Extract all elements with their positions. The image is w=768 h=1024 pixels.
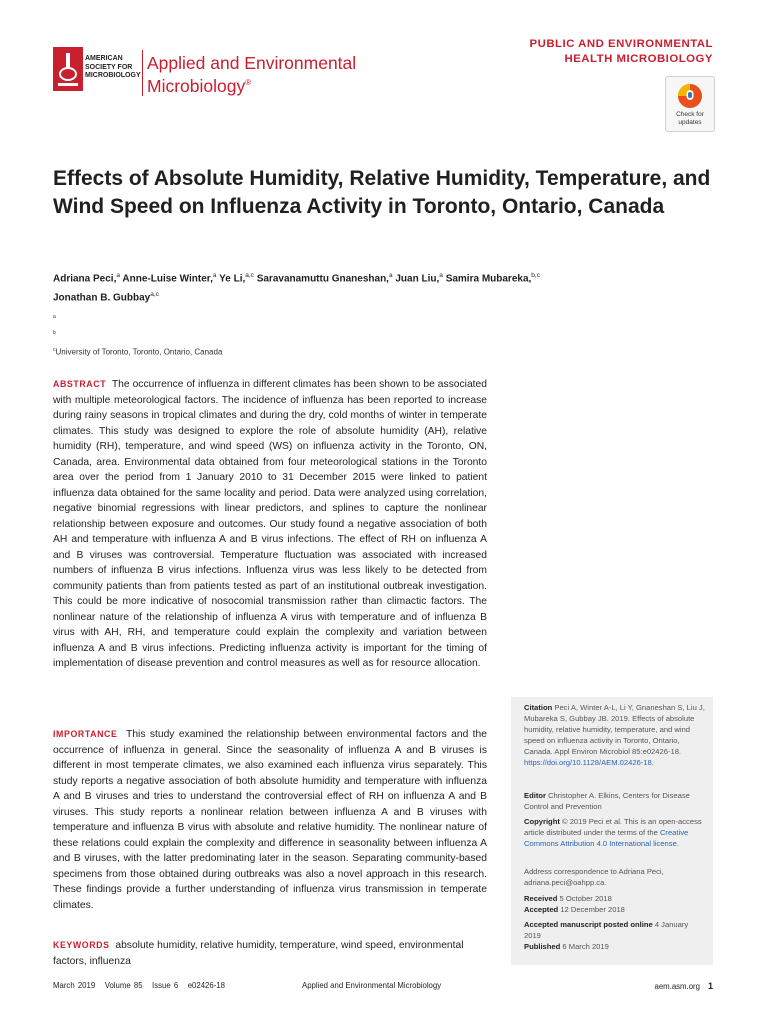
header-divider [142,50,143,96]
society-line: SOCIETY FOR [85,63,133,71]
copyright-block: Copyright © 2019 Peci et al. This is an open-access article distributed under the terms of the Creative Commons Attribution 4.0 International license. [524,817,702,848]
editor-label: Editor [524,791,546,800]
affiliation: b [53,330,56,336]
check-for-updates-button[interactable] [665,76,715,132]
importance-label: IMPORTANCE [53,729,118,739]
registered-mark: ® [245,78,252,87]
author-affiliation-marker: a,c [245,272,254,279]
check-for-updates-icon [675,81,705,111]
footer-journal-name: Applied and Environmental Microbiology [302,981,442,990]
journal-name-line2: Microbiology [147,75,246,96]
society-name [85,55,141,81]
author-name: Saravanamuttu Gnaneshan, [256,273,389,285]
accepted-line [524,905,706,916]
author-affiliation-marker: a [212,272,217,279]
article-title: Effects of Absolute Humidity, Relative Humidity, Temperature, and Wind Speed on Influenza Activity in Toronto, Ontario, Canada [53,167,711,218]
abstract-label: ABSTRACT [53,379,107,389]
issue-number: Issue 6 [152,981,179,990]
received-line [524,894,706,905]
abstract-paragraph [53,377,487,672]
society-line: AMERICAN [85,55,123,62]
editor-text: Christopher A. Elkins, Centers for Disease Control and Prevention [524,791,690,811]
license-link[interactable]: Creative Commons Attribution 4.0 International license [524,827,689,848]
issue-date: March 2019 [53,981,96,990]
article-info-sidebar [511,697,713,965]
page-number: 1 [707,981,713,991]
journal-site-link[interactable]: aem.asm.org [654,982,700,991]
author-name: Samira Mubareka, [445,273,532,285]
correspondence-text: Address correspondence to Adriana Peci, adriana.peci@oahpp.ca. [524,867,664,887]
footer-site [560,981,713,991]
author-affiliation-marker: a [439,272,443,279]
section-heading [470,37,713,67]
citation-block: Citation Peci A, Winter A-L, Li Y, Gnaneshan S, Liu J, Mubareka S, Gubbay JB. 2019. Effects of absolute humidity, relative humidity, temperature, and wind speed on influenza activity in Toronto, Ontario, Canada. Appl Environ Microbiol 85:e02426-18. https://doi.org/10.1128/AEM.02426-18. [524,703,705,767]
article-id: e02426-18 [187,981,225,990]
section-heading-line2: HEALTH MICROBIOLOGY [564,53,713,65]
published-label: Published [524,942,561,951]
check-label-line1: Check for [676,111,704,118]
abstract-text: The occurrence of influenza in different climates has been shown to be associated with multiple meteorological factors. The incidence of influenza has been reported to increase during rainy seasons in tropical climates and during the dry, cold months of winter in temperate climates. This study was designed to explore the role of absolute humidity (AH), relative humidity (RH), temperature, and wind speed (WS) on influenza activity in the Toronto, ON, Canada, area. Environmental data obtained from four meteorological stations in the Toronto area over the period from 1 January 2010 to 31 December 2015 were linked to patient influenza data obtained for the same locality and period. Data were analyzed using correlation, negative binomial regressions with linear predictors, and splines to capture the nonlinear relationship between exposure and outcomes. Our study found a negative association of both AH and temperature with influenza A and B virus infections. The effect of RH on influenza A and B viruses was controversial. Temperature fluctuation was associated with increased numbers of influenza B virus infections. Influenza virus was less likely to be detected from community patients than from patients tested as part of an institutional outbreak investigation. This could be more indicative of nosocomial transmission rather than climactic factors. The nonlinear nature of the relationship of influenza A virus with temperature and of influenza B virus with AH, RH, and temperature could explain the complexity and variation between influenza A and B virus infections. Predicting influenza activity is important for the timing of implementation of disease prevention and control measures as well as for resource allocation. [53,379,487,669]
author-name: Adriana Peci, [53,273,117,285]
author-name: Jonathan B. Gubbay [53,292,151,304]
author-name: Anne-Luise Winter, [122,273,213,285]
keywords-label: KEYWORDS [53,940,110,950]
editor-block [524,791,706,813]
published-line [524,942,706,953]
author-affiliation-marker: b,c [531,272,540,279]
copyright-text: © 2019 Peci et al. This is an open-access article distributed under the terms of the [524,817,702,837]
keywords-text: absolute humidity, relative humidity, temperature, wind speed, environmental factors, influenza [53,940,464,967]
received-date: 5 October 2018 [559,894,612,903]
journal-name [147,53,356,96]
society-line: MICROBIOLOGY [85,72,141,79]
copyright-label: Copyright [524,817,560,826]
received-label: Received [524,894,558,903]
asm-logo-icon [53,47,83,91]
posted-online-date: 4 January 2019 [524,920,689,940]
keywords-paragraph [53,938,487,969]
published-date: 6 March 2019 [562,942,609,951]
accepted-date: 12 December 2018 [560,905,625,914]
citation-label: Citation [524,703,553,712]
author-name: Juan Liu, [395,273,440,285]
importance-text: This study examined the relationship between environmental factors and the occurrence of influenza in general. Since the seasonality of influenza A and B viruses is different in most temperate climates, we also examined each influenza virus separately. This study reports a negative association of both absolute humidity and temperature with influenza A and B viruses and tries to understand the controversial effect of RH on influenza A and B viruses. This study reports a nonlinear relation between influenza A and B viruses with temperature and influenza B virus with absolute and relative humidity. The nonlinear nature of these relations could explain the complexity and difference in seasonality between influenza A and B viruses, with the latter predominating later in the season. Separating community-based specimens from those obtained during outbreaks was also a novel approach in this research. These findings provide a further understanding of influenza virus transmission in temperate climates. [53,729,487,911]
author-affiliation-marker: a,c [150,291,159,299]
affiliation: a [53,314,56,320]
accepted-label: Accepted [524,905,559,914]
importance-paragraph [53,727,487,913]
author-affiliation-marker: a [116,272,120,279]
citation-text: Peci A, Winter A-L, Li Y, Gnaneshan S, Liu J, Mubareka S, Gubbay JB. 2019. Effects of absolute humidity, relative humidity, temperature, and wind speed on influenza activity in Toronto, Ontario, Canada. Appl Environ Microbiol 85:e02426-18. [524,703,705,756]
affiliation: $^c$University of Toronto, Toronto, Ontario, Canada [53,347,223,357]
doi-link[interactable]: https://doi.org/10.1128/AEM.02426-18 [524,757,652,767]
check-label-line2: updates [678,118,702,126]
posted-online-line [524,920,706,942]
section-heading-line1: PUBLIC AND ENVIRONMENTAL [529,38,713,50]
posted-online-label: Accepted manuscript posted online [524,920,653,929]
author-list [53,268,653,307]
issue-info [53,981,225,990]
journal-name-line1: Applied and Environmental [147,53,357,73]
issue-volume: Volume 85 [104,981,143,990]
author-affiliation-marker: a [388,272,393,279]
author-name: Ye Li, [219,273,246,285]
